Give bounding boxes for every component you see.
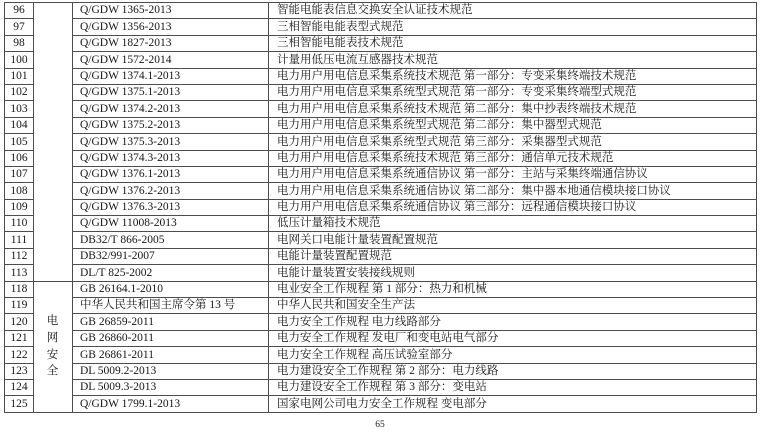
standard-title-cell: 电力安全工作规程 发电厂和变电站电气部分 (269, 330, 757, 346)
table-row (5, 281, 757, 297)
standard-code-cell: GB 26860-2011 (73, 330, 269, 346)
standard-title-cell: 电业安全工作规程 第 1 部分：热力和机械 (269, 281, 757, 297)
standard-title-cell: 电力用户用电信息采集系统型式规范 第三部分：采集器型式规范 (269, 134, 757, 150)
row-number-cell: 97 (5, 19, 34, 35)
row-number-cell: 102 (5, 84, 34, 100)
table-row (5, 150, 757, 166)
standard-title-cell: 电力用户用电信息采集系统通信协议 第一部分：主站与采集终端通信协议 (269, 166, 757, 182)
table-row (5, 330, 757, 346)
standard-title-cell: 三相智能电能表型式规范 (269, 19, 757, 35)
standard-title-cell: 电力用户用电信息采集系统技术规范 第三部分：通信单元技术规范 (269, 150, 757, 166)
standard-title-cell: 电力安全工作规程 电力线路部分 (269, 314, 757, 330)
table-row (5, 199, 757, 215)
row-number-cell: 108 (5, 183, 34, 199)
standard-code-cell: DB32/T 866-2005 (73, 232, 269, 248)
table-row (5, 265, 757, 281)
standard-code-cell: Q/GDW 1572-2014 (73, 52, 269, 68)
table-row (5, 248, 757, 264)
row-number-cell: 109 (5, 199, 34, 215)
standard-code-cell: GB 26164.1-2010 (73, 281, 269, 297)
row-number-cell: 120 (5, 314, 34, 330)
row-number-cell: 122 (5, 347, 34, 363)
table-row (5, 166, 757, 182)
standard-code-cell: DL/T 825-2002 (73, 265, 269, 281)
standard-title-cell: 电力用户用电信息采集系统通信协议 第二部分：集中器本地通信模块接口协议 (269, 183, 757, 199)
standard-code-cell: DL 5009.3-2013 (73, 379, 269, 395)
row-number-cell: 124 (5, 379, 34, 395)
standard-code-cell: Q/GDW 1376.2-2013 (73, 183, 269, 199)
page-number: 65 (375, 420, 385, 430)
row-number-cell: 100 (5, 52, 34, 68)
row-number-cell: 123 (5, 363, 34, 379)
standard-code-cell: Q/GDW 11008-2013 (73, 216, 269, 232)
standard-title-cell: 电力用户用电信息采集系统型式规范 第二部分：集中器型式规范 (269, 117, 757, 133)
row-number-cell: 119 (5, 298, 34, 314)
standard-code-cell: Q/GDW 1374.1-2013 (73, 68, 269, 84)
table-row (5, 52, 757, 68)
standard-code-cell: Q/GDW 1799.1-2013 (73, 396, 269, 412)
table-row (5, 232, 757, 248)
row-number-cell: 112 (5, 248, 34, 264)
standard-title-cell: 三相智能电能表技术规范 (269, 35, 757, 51)
standard-code-cell: Q/GDW 1375.1-2013 (73, 84, 269, 100)
row-number-cell: 118 (5, 281, 34, 297)
row-number-cell: 110 (5, 216, 34, 232)
standard-title-cell: 电力用户用电信息采集系统技术规范 第二部分：集中抄表终端技术规范 (269, 101, 757, 117)
standard-code-cell: Q/GDW 1376.1-2013 (73, 166, 269, 182)
standard-title-cell: 中华人民共和国安全生产法 (269, 298, 757, 314)
standard-code-cell: Q/GDW 1827-2013 (73, 35, 269, 51)
standard-title-cell: 电力用户用电信息采集系统通信协议 第三部分：远程通信模块接口协议 (269, 199, 757, 215)
table-row (5, 379, 757, 395)
category-cell (34, 3, 73, 282)
category-cell: 电网安全 (34, 281, 73, 412)
standard-title-cell: 电力用户用电信息采集系统技术规范 第一部分：专变采集终端技术规范 (269, 68, 757, 84)
standard-title-cell: 低压计量箱技术规范 (269, 216, 757, 232)
standard-title-cell: 智能电能表信息交换安全认证技术规范 (269, 3, 757, 19)
standard-title-cell: 计量用低压电流互感器技术规范 (269, 52, 757, 68)
standard-title-cell: 国家电网公司电力安全工作规程 变电部分 (269, 396, 757, 412)
standard-code-cell: Q/GDW 1356-2013 (73, 19, 269, 35)
table-row (5, 84, 757, 100)
standard-code-cell: Q/GDW 1365-2013 (73, 3, 269, 19)
row-number-cell: 96 (5, 3, 34, 19)
row-number-cell: 125 (5, 396, 34, 412)
table-row (5, 68, 757, 84)
standard-title-cell: 电力建设安全工作规程 第 3 部分：变电站 (269, 379, 757, 395)
standard-code-cell: Q/GDW 1376.3-2013 (73, 199, 269, 215)
row-number-cell: 105 (5, 134, 34, 150)
standard-title-cell: 电力用户用电信息采集系统型式规范 第一部分：专变采集终端型式规范 (269, 84, 757, 100)
standard-title-cell: 电能计量装置安装接线规则 (269, 265, 757, 281)
table-row (5, 101, 757, 117)
table-row (5, 314, 757, 330)
standard-code-cell: Q/GDW 1374.2-2013 (73, 101, 269, 117)
row-number-cell: 98 (5, 35, 34, 51)
table-row (5, 117, 757, 133)
standard-title-cell: 电能计量装置配置规范 (269, 248, 757, 264)
standards-table (4, 2, 757, 413)
row-number-cell: 111 (5, 232, 34, 248)
standard-code-cell: Q/GDW 1375.2-2013 (73, 117, 269, 133)
row-number-cell: 104 (5, 117, 34, 133)
table-row (5, 19, 757, 35)
standard-title-cell: 电网关口电能计量装置配置规范 (269, 232, 757, 248)
table-row (5, 134, 757, 150)
table-row (5, 347, 757, 363)
table-row (5, 396, 757, 412)
row-number-cell: 101 (5, 68, 34, 84)
table-row (5, 35, 757, 51)
standard-code-cell: Q/GDW 1374.3-2013 (73, 150, 269, 166)
row-number-cell: 103 (5, 101, 34, 117)
row-number-cell: 121 (5, 330, 34, 346)
standard-code-cell: GB 26861-2011 (73, 347, 269, 363)
table-row (5, 363, 757, 379)
standard-code-cell: Q/GDW 1375.3-2013 (73, 134, 269, 150)
row-number-cell: 106 (5, 150, 34, 166)
standards-table-body (5, 3, 757, 413)
standard-code-cell: 中华人民共和国主席令第 13 号 (73, 298, 269, 314)
table-row (5, 298, 757, 314)
standard-title-cell: 电力建设安全工作规程 第 2 部分：电力线路 (269, 363, 757, 379)
standard-code-cell: DL 5009.2-2013 (73, 363, 269, 379)
row-number-cell: 107 (5, 166, 34, 182)
row-number-cell: 113 (5, 265, 34, 281)
table-row (5, 216, 757, 232)
table-row (5, 183, 757, 199)
table-row (5, 3, 757, 19)
standard-title-cell: 电力安全工作规程 高压试验室部分 (269, 347, 757, 363)
standard-code-cell: GB 26859-2011 (73, 314, 269, 330)
standard-code-cell: DB32/991-2007 (73, 248, 269, 264)
